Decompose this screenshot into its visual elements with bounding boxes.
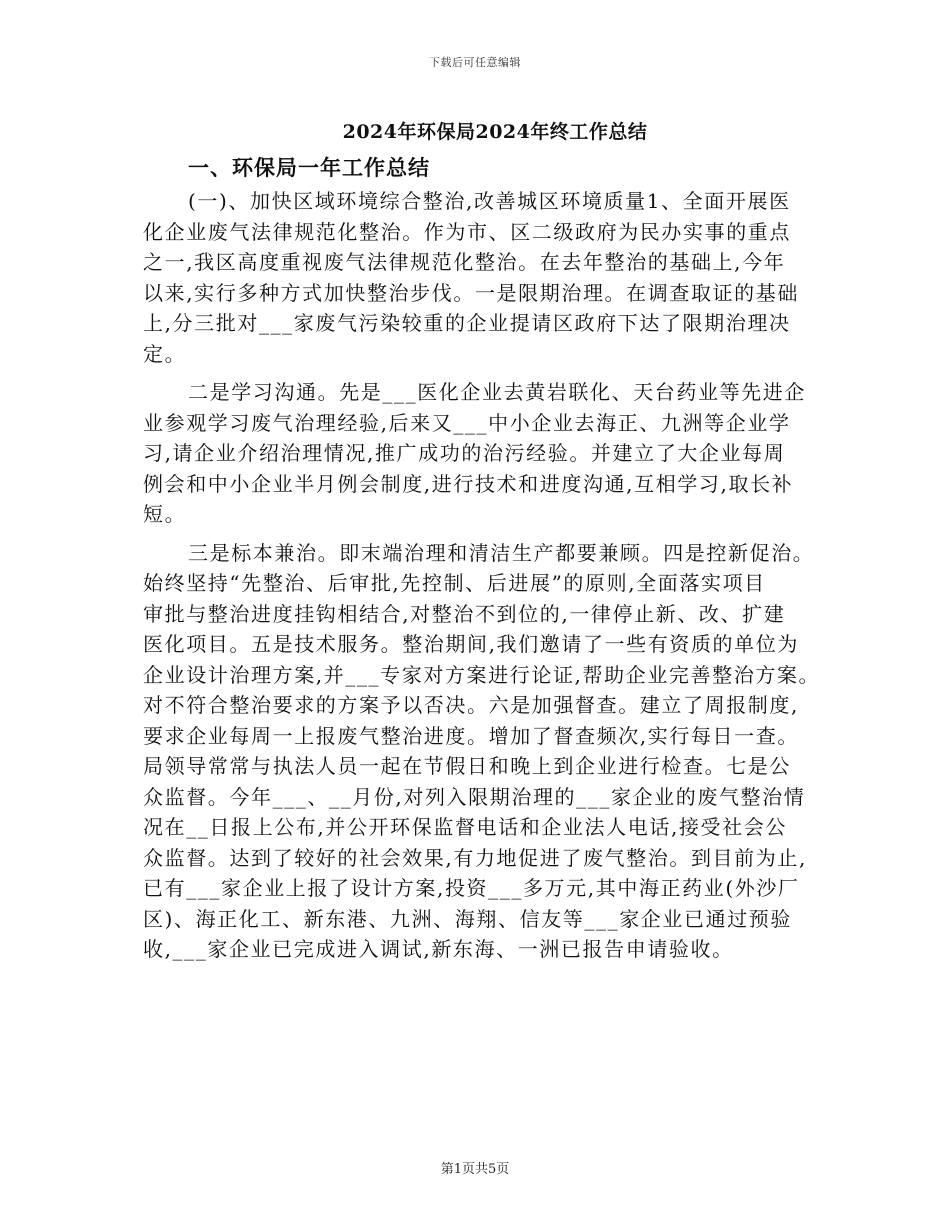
paragraph-line: 审批与整治进度挂钩相结合,对整治不到位的,一律停止新、改、扩建: [143, 601, 786, 626]
paragraph-line: 化企业废气法律规范化整治。作为市、区二级政府为民办实事的重点: [143, 219, 791, 244]
paragraph-line: 之一,我区高度重视废气法律规范化整治。在去年整治的基础上,今年: [143, 250, 786, 274]
paragraph-line: 况在__日报上公布,并公开环保监督电话和企业法人电话,接受社会公: [143, 815, 787, 839]
paragraph-line: 医化项目。五是技术服务。整治期间,我们邀请了一些有资质的单位为: [143, 632, 799, 656]
section-heading: 一、环保局一年工作总结: [188, 155, 430, 180]
paragraph-line: 众监督。达到了较好的社会效果,有力地促进了废气整治。到目前为止,: [143, 845, 807, 870]
paragraph-line: 业参观学习废气治理经验,后来又___中小企业去海正、九洲等企业学: [143, 410, 791, 435]
paragraph-line: 始终坚持“先整治、后审批,先控制、后进展”的原则,全面落实项目: [143, 571, 766, 595]
paragraph-line: 例会和中小企业半月例会制度,进行技术和进度沟通,互相学习,取长补: [143, 471, 794, 496]
paragraph-line: 收,___家企业已完成进入调试,新东海、一洲已报告申请验收。: [143, 937, 734, 961]
paragraph-line: 区)、海正化工、新东港、九洲、海翔、信友等___家企业已通过预验: [143, 906, 793, 931]
page-footer: 第1页共5页: [440, 1162, 510, 1177]
paragraph-line: 众监督。今年___、__月份,对列入限期治理的___家企业的废气整治情: [143, 784, 806, 809]
paragraph-line: 局领导常常与执法人员一起在节假日和晚上到企业进行检查。七是公: [143, 754, 791, 778]
paragraph-line: 要求企业每周一上报废气整治进度。增加了督查频次,实行每日一查。: [143, 723, 799, 748]
document-body: [143, 186, 823, 965]
paragraph-line: 定。: [143, 341, 187, 366]
paragraph: [143, 538, 823, 965]
paragraph: [143, 377, 823, 530]
paragraph-line: (一)、加快区域环境综合整治,改善城区环境质量1、全面开展医: [188, 189, 791, 213]
page-header-note: 下载后可任意编辑: [429, 56, 521, 69]
paragraph-line: 已有___家企业上报了设计方案,投资___多万元,其中海正药业(外沙厂: [143, 876, 800, 900]
paragraph: [143, 186, 823, 369]
paragraph-line: 对不符合整治要求的方案予以否决。六是加强督查。建立了周报制度,: [143, 693, 799, 717]
paragraph-line: 上,分三批对___家废气污染较重的企业提请区政府下达了限期治理决: [143, 311, 791, 335]
paragraph-line: 三是标本兼治。即末端治理和清洁生产都要兼顾。四是控新促治。: [188, 540, 815, 565]
paragraph-gap: [143, 369, 823, 377]
paragraph-line: 以来,实行多种方式加快整治步伐。一是限期治理。在调查取证的基础: [143, 280, 799, 305]
paragraph-gap: [143, 530, 823, 538]
paragraph-line: 二是学习沟通。先是___医化企业去黄岩联化、天台药业等先进企: [188, 380, 806, 404]
paragraph-line: 习,请企业介绍治理情况,推广成功的治污经验。并建立了大企业每周: [143, 441, 786, 465]
document-title: 2024年环保局2024年终工作总结: [342, 121, 648, 143]
paragraph-line: 企业设计治理方案,并___专家对方案进行论证,帮助企业完善整治方案。: [143, 662, 821, 687]
paragraph-line: 短。: [143, 502, 187, 526]
